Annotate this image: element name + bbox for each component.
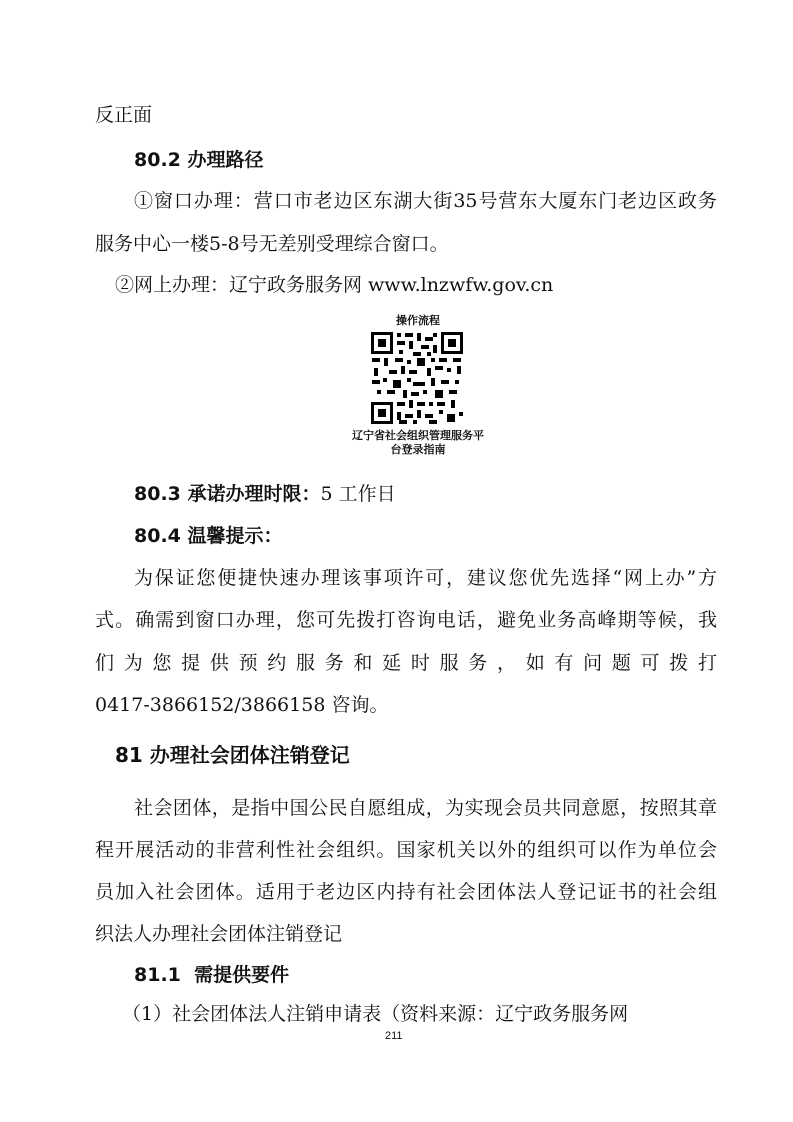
text-line: 社会团体，是指中国公民自愿组成，为实现会员共同意愿，按照其章 (134, 797, 717, 819)
page-number: 211 (385, 1030, 403, 1042)
section-heading-80-4: 80.4 温馨提示： (134, 525, 283, 547)
qr-caption (328, 429, 508, 457)
text-line: 反正面 (95, 104, 153, 126)
qr-caption-line: 辽宁省社会组织管理服务平 (352, 429, 484, 442)
text-line: 服务中心一楼5-8号无差别受理综合窗口。 (95, 233, 449, 255)
text-line: ②网上办理：辽宁政务服务网 www.lnzwfw.gov.cn (115, 274, 554, 296)
text-line: 织法人办理社会团体注销登记 (95, 923, 343, 945)
qr-title: 操作流程 (396, 314, 440, 327)
section-heading-81: 81 办理社会团体注销登记 (115, 743, 350, 767)
text-line: 为保证您便捷快速办理该事项许可，建议您优先选择“网上办”方 (134, 567, 717, 589)
text-line: 员加入社会团体。适用于老边区内持有社会团体法人登记证书的社会组 (95, 881, 717, 903)
heading-value: 5 工作日 (320, 483, 396, 505)
text-line: ①窗口办理：营口市老边区东湖大街35号营东大厦东门老边区政务 (134, 190, 717, 212)
text-line: 式。确需到窗口办理，您可先拨打咨询电话，避免业务高峰期等候，我 (95, 609, 717, 631)
qr-caption-line: 台登录指南 (390, 443, 446, 456)
section-heading-80-2: 80.2 办理路径 (134, 149, 264, 171)
section-heading-81-1: 81.1 需提供要件 (134, 964, 290, 986)
heading-label: 80.3 承诺办理时限： (134, 483, 321, 505)
text-line: 们为您提供预约服务和延时服务，如有问题可拨打 (95, 652, 717, 674)
text-line: 程开展活动的非营利性社会组织。国家机关以外的组织可以作为单位会 (95, 839, 717, 861)
text-line: 0417-3866152/3866158 咨询。 (95, 694, 389, 716)
section-heading-80-3 (134, 482, 396, 506)
text-line: （1）社会团体法人注销申请表（资料来源：辽宁政务服务网 (122, 1003, 629, 1025)
qr-code-icon (369, 330, 465, 426)
